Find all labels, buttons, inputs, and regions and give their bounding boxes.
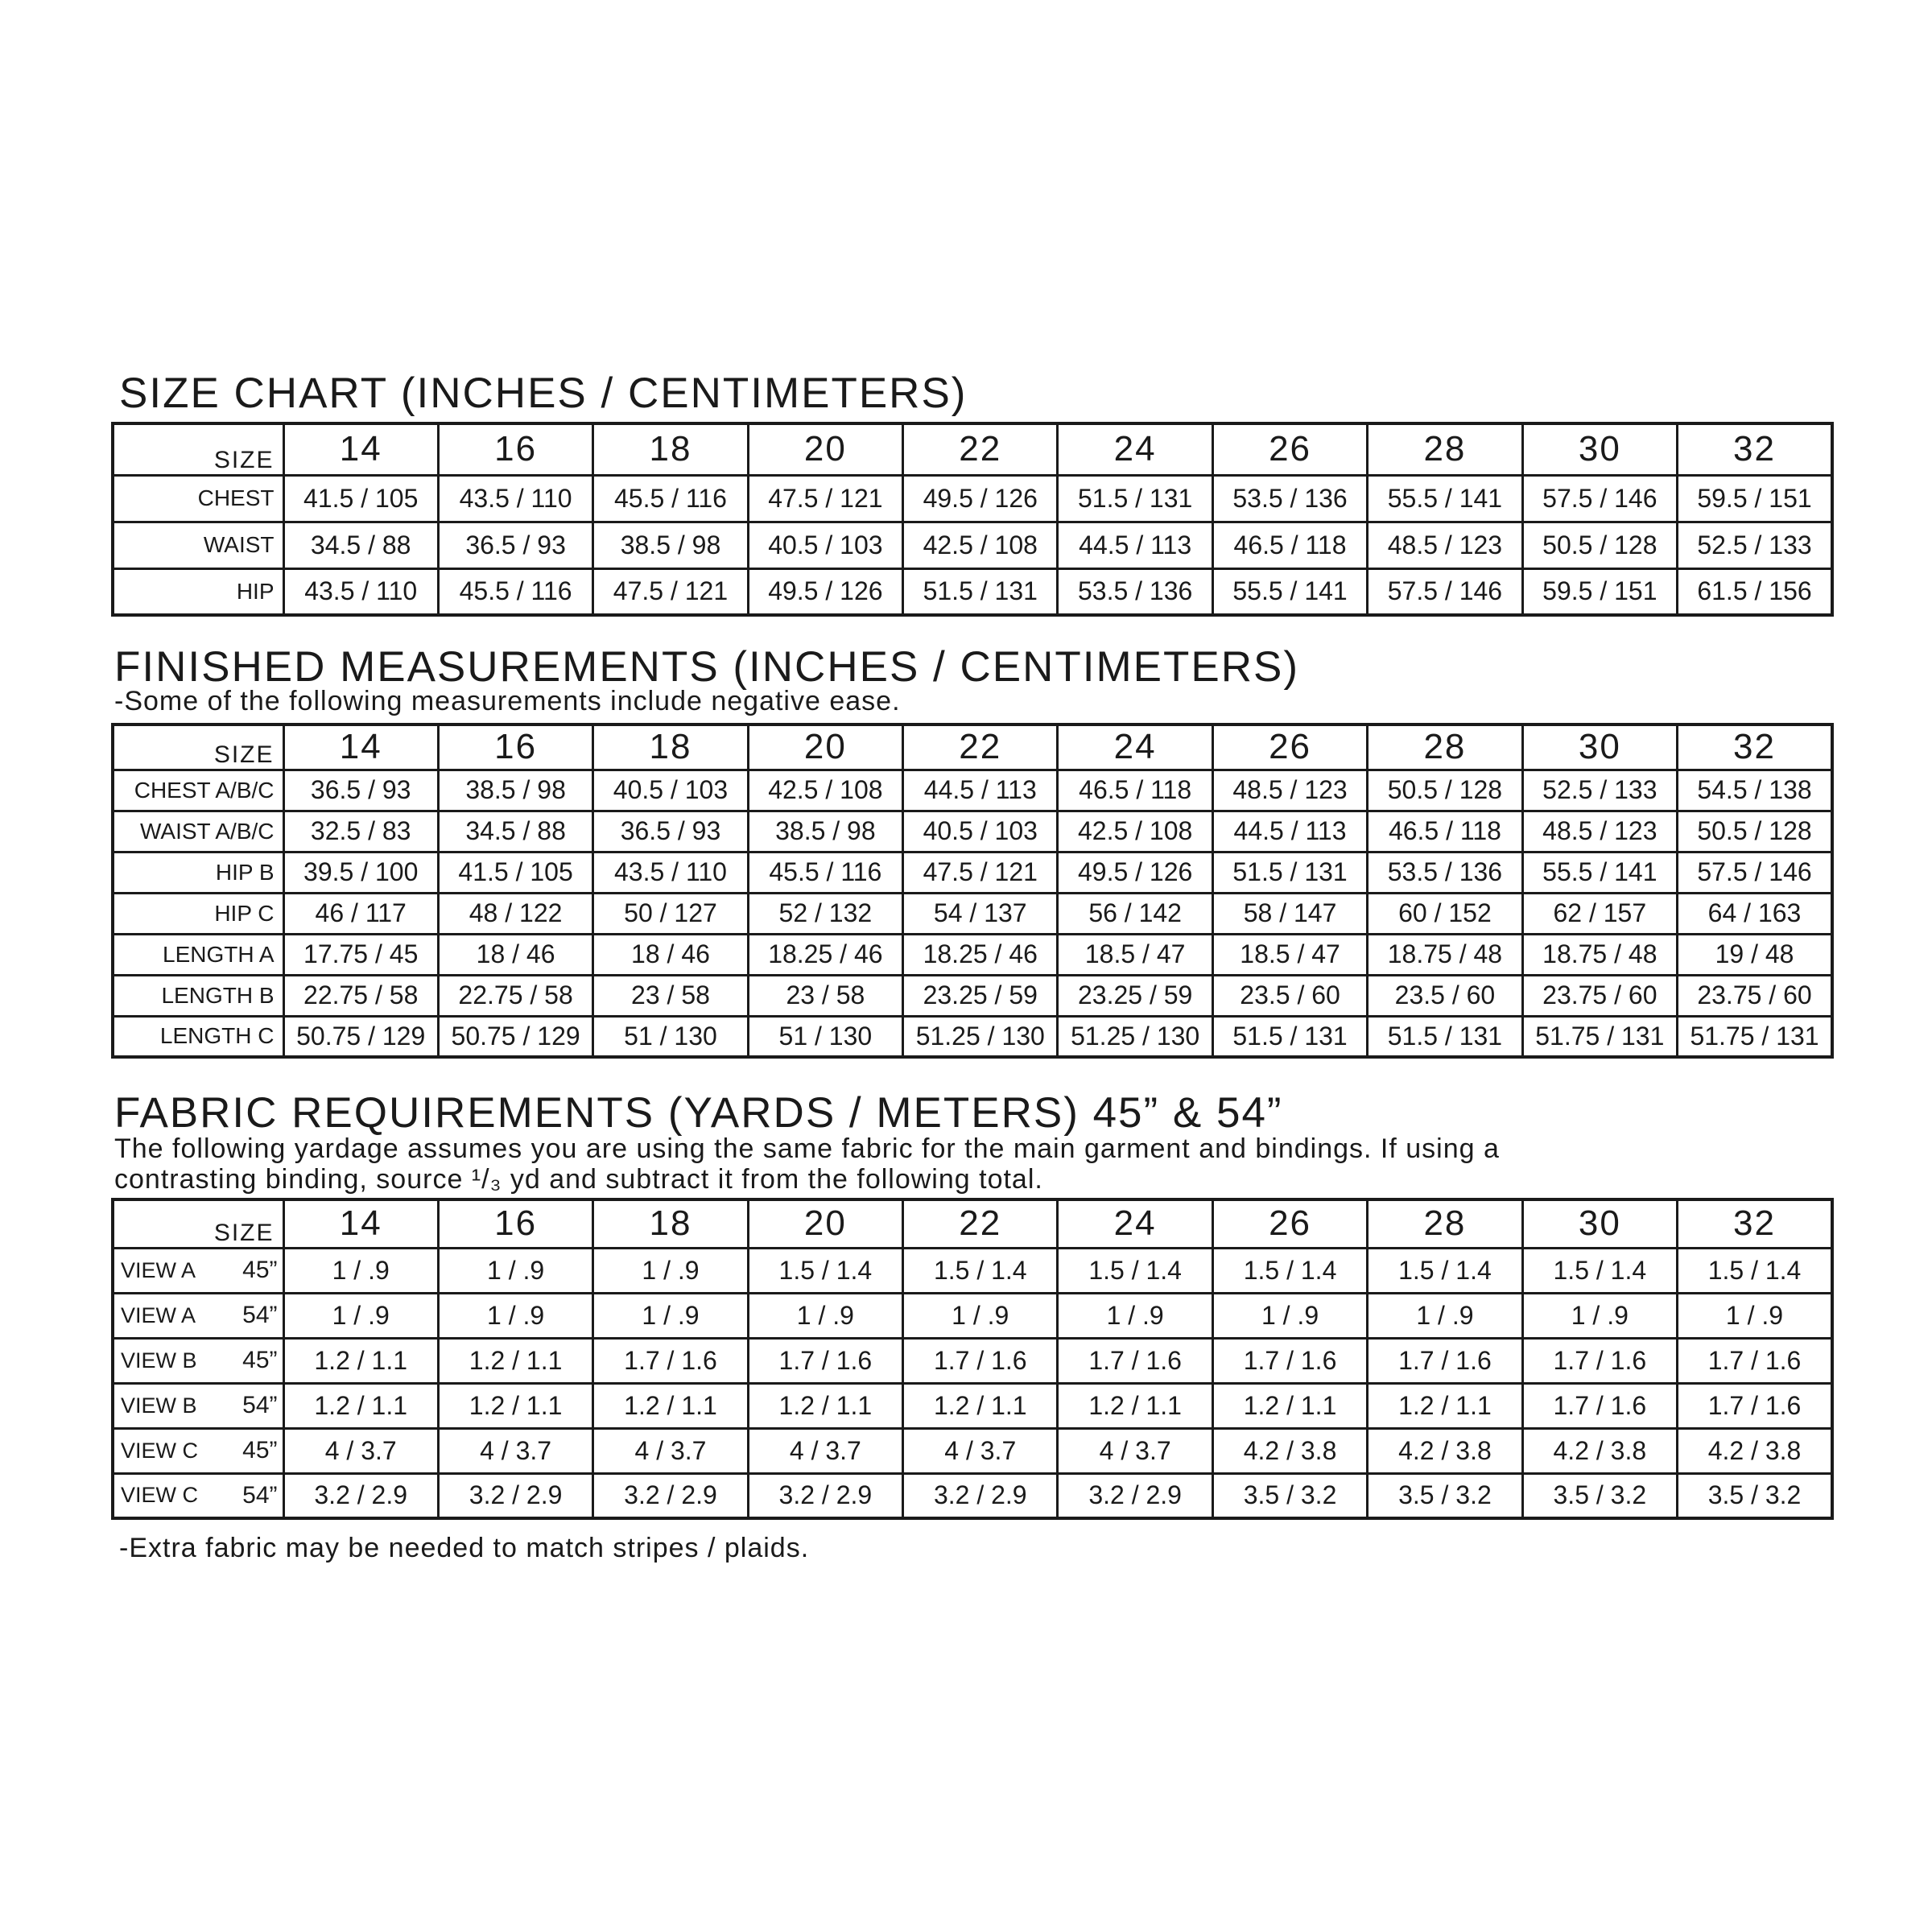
value-cell: 4 / 3.7: [283, 1428, 438, 1473]
row-label: [113, 1383, 283, 1428]
row-label: [113, 1248, 283, 1293]
table-row: [113, 852, 1832, 893]
value-cell: 3.5 / 3.2: [1368, 1473, 1522, 1518]
value-cell: 23 / 58: [748, 975, 902, 1016]
value-cell: 4 / 3.7: [1058, 1428, 1212, 1473]
value-cell: 22.75 / 58: [283, 975, 438, 1016]
size-header-cell: 24: [1058, 1199, 1212, 1248]
value-cell: 44.5 / 113: [1058, 522, 1212, 568]
size-header-cell: 30: [1522, 423, 1677, 475]
value-cell: 51.5 / 131: [903, 568, 1058, 615]
value-cell: 49.5 / 126: [748, 568, 902, 615]
value-cell: 4.2 / 3.8: [1522, 1428, 1677, 1473]
value-cell: 55.5 / 141: [1522, 852, 1677, 893]
value-cell: 1.7 / 1.6: [593, 1338, 748, 1383]
value-cell: 4.2 / 3.8: [1678, 1428, 1832, 1473]
value-cell: 1.5 / 1.4: [1212, 1248, 1367, 1293]
value-cell: 52.5 / 133: [1678, 522, 1832, 568]
row-label: WAIST: [113, 522, 283, 568]
value-cell: 52 / 132: [748, 893, 902, 934]
size-chart-table: [111, 422, 1834, 617]
fabric-width-label: 54”: [242, 1392, 278, 1418]
row-label: LENGTH B: [113, 975, 283, 1016]
value-cell: 1.2 / 1.1: [1368, 1383, 1522, 1428]
value-cell: 47.5 / 121: [903, 852, 1058, 893]
row-label: [113, 1428, 283, 1473]
value-cell: 57.5 / 146: [1522, 475, 1677, 522]
size-header-label: SIZE: [113, 423, 283, 475]
value-cell: 1 / .9: [593, 1293, 748, 1338]
finished-measurements-title: FINISHED MEASUREMENTS (INCHES / CENTIMETERS): [114, 643, 1299, 691]
table-row: [113, 1338, 1832, 1383]
table-row: [113, 975, 1832, 1016]
value-cell: 40.5 / 103: [593, 770, 748, 811]
header-row: [113, 724, 1832, 770]
value-cell: 51.5 / 131: [1058, 475, 1212, 522]
value-cell: 42.5 / 108: [1058, 811, 1212, 852]
value-cell: 51 / 130: [593, 1016, 748, 1057]
value-cell: 49.5 / 126: [903, 475, 1058, 522]
value-cell: 4 / 3.7: [438, 1428, 592, 1473]
size-header-cell: 26: [1212, 1199, 1367, 1248]
value-cell: 3.2 / 2.9: [593, 1473, 748, 1518]
finished-measurements-table: [111, 723, 1834, 1059]
header-row: [113, 1199, 1832, 1248]
value-cell: 17.75 / 45: [283, 934, 438, 975]
value-cell: 59.5 / 151: [1678, 475, 1832, 522]
value-cell: 34.5 / 88: [283, 522, 438, 568]
size-header-cell: 24: [1058, 423, 1212, 475]
value-cell: 23 / 58: [593, 975, 748, 1016]
value-cell: 38.5 / 98: [593, 522, 748, 568]
value-cell: 1.2 / 1.1: [438, 1383, 592, 1428]
value-cell: 1.2 / 1.1: [748, 1383, 902, 1428]
value-cell: 46.5 / 118: [1058, 770, 1212, 811]
value-cell: 61.5 / 156: [1678, 568, 1832, 615]
size-header-cell: 20: [748, 724, 902, 770]
value-cell: 46.5 / 118: [1212, 522, 1367, 568]
value-cell: 3.5 / 3.2: [1678, 1473, 1832, 1518]
value-cell: 1.5 / 1.4: [1678, 1248, 1832, 1293]
size-header-cell: 16: [438, 724, 592, 770]
row-label: WAIST A/B/C: [113, 811, 283, 852]
fabric-requirements-title: FABRIC REQUIREMENTS (YARDS / METERS) 45” & 54”: [114, 1089, 1283, 1137]
value-cell: 3.2 / 2.9: [748, 1473, 902, 1518]
value-cell: 34.5 / 88: [438, 811, 592, 852]
size-header-label: SIZE: [113, 1199, 283, 1248]
value-cell: 1.2 / 1.1: [903, 1383, 1058, 1428]
value-cell: 1 / .9: [1522, 1293, 1677, 1338]
value-cell: 1.7 / 1.6: [1522, 1383, 1677, 1428]
value-cell: 45.5 / 116: [438, 568, 592, 615]
value-cell: 57.5 / 146: [1368, 568, 1522, 615]
value-cell: 4.2 / 3.8: [1212, 1428, 1367, 1473]
value-cell: 54.5 / 138: [1678, 770, 1832, 811]
value-cell: 41.5 / 105: [438, 852, 592, 893]
value-cell: 42.5 / 108: [748, 770, 902, 811]
value-cell: 51.25 / 130: [903, 1016, 1058, 1057]
size-header-cell: 18: [593, 423, 748, 475]
table-row: [113, 1428, 1832, 1473]
view-label: VIEW B: [121, 1393, 197, 1418]
value-cell: 53.5 / 136: [1058, 568, 1212, 615]
value-cell: 57.5 / 146: [1678, 852, 1832, 893]
value-cell: 50 / 127: [593, 893, 748, 934]
value-cell: 46.5 / 118: [1368, 811, 1522, 852]
value-cell: 44.5 / 113: [1212, 811, 1367, 852]
size-header-cell: 30: [1522, 1199, 1677, 1248]
value-cell: 1.5 / 1.4: [1058, 1248, 1212, 1293]
value-cell: 36.5 / 93: [438, 522, 592, 568]
size-header-cell: 22: [903, 423, 1058, 475]
table-row: [113, 568, 1832, 615]
value-cell: 3.5 / 3.2: [1522, 1473, 1677, 1518]
value-cell: 1 / .9: [748, 1293, 902, 1338]
view-label: VIEW A: [121, 1257, 196, 1282]
value-cell: 1.2 / 1.1: [283, 1383, 438, 1428]
value-cell: 1.2 / 1.1: [438, 1338, 592, 1383]
value-cell: 43.5 / 110: [283, 568, 438, 615]
view-label: VIEW A: [121, 1302, 196, 1327]
value-cell: 42.5 / 108: [903, 522, 1058, 568]
size-header-cell: 26: [1212, 423, 1367, 475]
fabric-width-label: 54”: [242, 1481, 278, 1509]
fabric-width-label: 45”: [242, 1347, 278, 1373]
size-header-cell: 14: [283, 423, 438, 475]
value-cell: 1 / .9: [1212, 1293, 1367, 1338]
value-cell: 1 / .9: [283, 1248, 438, 1293]
table-row: [113, 1473, 1832, 1518]
value-cell: 18.25 / 46: [903, 934, 1058, 975]
size-chart-title: SIZE CHART (INCHES / CENTIMETERS): [119, 369, 968, 417]
value-cell: 1 / .9: [593, 1248, 748, 1293]
value-cell: 41.5 / 105: [283, 475, 438, 522]
size-header-cell: 16: [438, 423, 592, 475]
value-cell: 47.5 / 121: [593, 568, 748, 615]
value-cell: 3.2 / 2.9: [438, 1473, 592, 1518]
value-cell: 1.5 / 1.4: [748, 1248, 902, 1293]
size-header-cell: 28: [1368, 724, 1522, 770]
table-row: [113, 1016, 1832, 1057]
row-label: [113, 1338, 283, 1383]
table-row: [113, 770, 1832, 811]
value-cell: 4 / 3.7: [748, 1428, 902, 1473]
fabric-requirements-note-line2: contrasting binding, source ¹/₃ yd and subtract it from the following total.: [114, 1164, 1043, 1195]
value-cell: 51.75 / 131: [1522, 1016, 1677, 1057]
value-cell: 23.5 / 60: [1212, 975, 1367, 1016]
value-cell: 59.5 / 151: [1522, 568, 1677, 615]
row-label: HIP: [113, 568, 283, 615]
value-cell: 1.7 / 1.6: [1212, 1338, 1367, 1383]
value-cell: 64 / 163: [1678, 893, 1832, 934]
value-cell: 50.75 / 129: [438, 1016, 592, 1057]
value-cell: 60 / 152: [1368, 893, 1522, 934]
value-cell: 51.5 / 131: [1212, 1016, 1367, 1057]
value-cell: 3.2 / 2.9: [283, 1473, 438, 1518]
value-cell: 48.5 / 123: [1368, 522, 1522, 568]
size-header-cell: 20: [748, 423, 902, 475]
row-label: HIP B: [113, 852, 283, 893]
finished-measurements-note: -Some of the following measurements include negative ease.: [114, 686, 901, 716]
value-cell: 48.5 / 123: [1212, 770, 1367, 811]
table-row: [113, 1293, 1832, 1338]
row-label: HIP C: [113, 893, 283, 934]
table-row: [113, 811, 1832, 852]
size-header-cell: 18: [593, 724, 748, 770]
size-header-cell: 32: [1678, 724, 1832, 770]
value-cell: 3.5 / 3.2: [1212, 1473, 1367, 1518]
row-label: [113, 1473, 283, 1518]
value-cell: 1 / .9: [438, 1248, 592, 1293]
table-row: [113, 934, 1832, 975]
value-cell: 58 / 147: [1212, 893, 1367, 934]
view-label: VIEW B: [121, 1348, 197, 1373]
size-header-cell: 26: [1212, 724, 1367, 770]
value-cell: 1.5 / 1.4: [903, 1248, 1058, 1293]
size-header-cell: 30: [1522, 724, 1677, 770]
value-cell: 1.7 / 1.6: [748, 1338, 902, 1383]
value-cell: 38.5 / 98: [748, 811, 902, 852]
value-cell: 38.5 / 98: [438, 770, 592, 811]
fabric-requirements-table: [111, 1198, 1834, 1520]
value-cell: 4 / 3.7: [593, 1428, 748, 1473]
fabric-requirements-note-line1: The following yardage assumes you are using the same fabric for the main garment and bindings. If using a: [114, 1133, 1500, 1164]
value-cell: 18 / 46: [593, 934, 748, 975]
value-cell: 18 / 46: [438, 934, 592, 975]
size-header-cell: 16: [438, 1199, 592, 1248]
value-cell: 1.2 / 1.1: [593, 1383, 748, 1428]
value-cell: 54 / 137: [903, 893, 1058, 934]
value-cell: 1.7 / 1.6: [903, 1338, 1058, 1383]
value-cell: 32.5 / 83: [283, 811, 438, 852]
value-cell: 53.5 / 136: [1212, 475, 1367, 522]
value-cell: 43.5 / 110: [593, 852, 748, 893]
value-cell: 51.5 / 131: [1368, 1016, 1522, 1057]
value-cell: 4 / 3.7: [903, 1428, 1058, 1473]
value-cell: 1 / .9: [438, 1293, 592, 1338]
value-cell: 46 / 117: [283, 893, 438, 934]
table-row: [113, 522, 1832, 568]
table-row: [113, 893, 1832, 934]
value-cell: 18.75 / 48: [1522, 934, 1677, 975]
table-row: [113, 475, 1832, 522]
size-header-cell: 24: [1058, 724, 1212, 770]
value-cell: 39.5 / 100: [283, 852, 438, 893]
value-cell: 23.75 / 60: [1522, 975, 1677, 1016]
value-cell: 1.7 / 1.6: [1678, 1383, 1832, 1428]
value-cell: 40.5 / 103: [903, 811, 1058, 852]
value-cell: 18.25 / 46: [748, 934, 902, 975]
size-header-cell: 14: [283, 1199, 438, 1248]
value-cell: 1 / .9: [1058, 1293, 1212, 1338]
fabric-width-label: 45”: [242, 1437, 278, 1463]
value-cell: 1.2 / 1.1: [1058, 1383, 1212, 1428]
size-header-cell: 22: [903, 724, 1058, 770]
value-cell: 45.5 / 116: [593, 475, 748, 522]
size-header-cell: 22: [903, 1199, 1058, 1248]
value-cell: 45.5 / 116: [748, 852, 902, 893]
view-label: VIEW C: [121, 1483, 199, 1508]
value-cell: 1.7 / 1.6: [1368, 1338, 1522, 1383]
fabric-width-label: 45”: [242, 1257, 278, 1283]
size-header-cell: 18: [593, 1199, 748, 1248]
table-row: [113, 1248, 1832, 1293]
value-cell: 51.75 / 131: [1678, 1016, 1832, 1057]
row-label: [113, 1293, 283, 1338]
value-cell: 23.25 / 59: [903, 975, 1058, 1016]
fabric-footnote: -Extra fabric may be needed to match stripes / plaids.: [119, 1533, 810, 1563]
row-label: CHEST: [113, 475, 283, 522]
value-cell: 51.25 / 130: [1058, 1016, 1212, 1057]
value-cell: 1 / .9: [1678, 1293, 1832, 1338]
value-cell: 3.2 / 2.9: [903, 1473, 1058, 1518]
size-header-cell: 32: [1678, 423, 1832, 475]
value-cell: 55.5 / 141: [1368, 475, 1522, 522]
value-cell: 47.5 / 121: [748, 475, 902, 522]
size-header-label: SIZE: [113, 724, 283, 770]
value-cell: 18.5 / 47: [1212, 934, 1367, 975]
value-cell: 52.5 / 133: [1522, 770, 1677, 811]
value-cell: 4.2 / 3.8: [1368, 1428, 1522, 1473]
value-cell: 50.5 / 128: [1678, 811, 1832, 852]
size-header-cell: 14: [283, 724, 438, 770]
row-label: LENGTH A: [113, 934, 283, 975]
value-cell: 48.5 / 123: [1522, 811, 1677, 852]
value-cell: 48 / 122: [438, 893, 592, 934]
value-cell: 40.5 / 103: [748, 522, 902, 568]
header-row: [113, 423, 1832, 475]
value-cell: 43.5 / 110: [438, 475, 592, 522]
value-cell: 22.75 / 58: [438, 975, 592, 1016]
value-cell: 44.5 / 113: [903, 770, 1058, 811]
value-cell: 1.5 / 1.4: [1368, 1248, 1522, 1293]
value-cell: 62 / 157: [1522, 893, 1677, 934]
value-cell: 51.5 / 131: [1212, 852, 1367, 893]
value-cell: 1 / .9: [903, 1293, 1058, 1338]
size-header-cell: 28: [1368, 1199, 1522, 1248]
value-cell: 1.2 / 1.1: [1212, 1383, 1367, 1428]
value-cell: 18.5 / 47: [1058, 934, 1212, 975]
value-cell: 55.5 / 141: [1212, 568, 1367, 615]
fabric-width-label: 54”: [242, 1302, 278, 1328]
value-cell: 18.75 / 48: [1368, 934, 1522, 975]
value-cell: 23.75 / 60: [1678, 975, 1832, 1016]
row-label: CHEST A/B/C: [113, 770, 283, 811]
value-cell: 50.5 / 128: [1522, 522, 1677, 568]
value-cell: 1.7 / 1.6: [1678, 1338, 1832, 1383]
value-cell: 56 / 142: [1058, 893, 1212, 934]
value-cell: 53.5 / 136: [1368, 852, 1522, 893]
value-cell: 51 / 130: [748, 1016, 902, 1057]
value-cell: 1.7 / 1.6: [1058, 1338, 1212, 1383]
size-header-cell: 28: [1368, 423, 1522, 475]
value-cell: 49.5 / 126: [1058, 852, 1212, 893]
value-cell: 3.2 / 2.9: [1058, 1473, 1212, 1518]
value-cell: 1.5 / 1.4: [1522, 1248, 1677, 1293]
size-header-cell: 20: [748, 1199, 902, 1248]
row-label: LENGTH C: [113, 1016, 283, 1057]
view-label: VIEW C: [121, 1438, 199, 1463]
value-cell: 50.75 / 129: [283, 1016, 438, 1057]
value-cell: 23.5 / 60: [1368, 975, 1522, 1016]
value-cell: 23.25 / 59: [1058, 975, 1212, 1016]
value-cell: 19 / 48: [1678, 934, 1832, 975]
value-cell: 1 / .9: [1368, 1293, 1522, 1338]
table-row: [113, 1383, 1832, 1428]
value-cell: 1 / .9: [283, 1293, 438, 1338]
value-cell: 1.2 / 1.1: [283, 1338, 438, 1383]
value-cell: 36.5 / 93: [593, 811, 748, 852]
value-cell: 50.5 / 128: [1368, 770, 1522, 811]
value-cell: 1.7 / 1.6: [1522, 1338, 1677, 1383]
size-header-cell: 32: [1678, 1199, 1832, 1248]
value-cell: 36.5 / 93: [283, 770, 438, 811]
